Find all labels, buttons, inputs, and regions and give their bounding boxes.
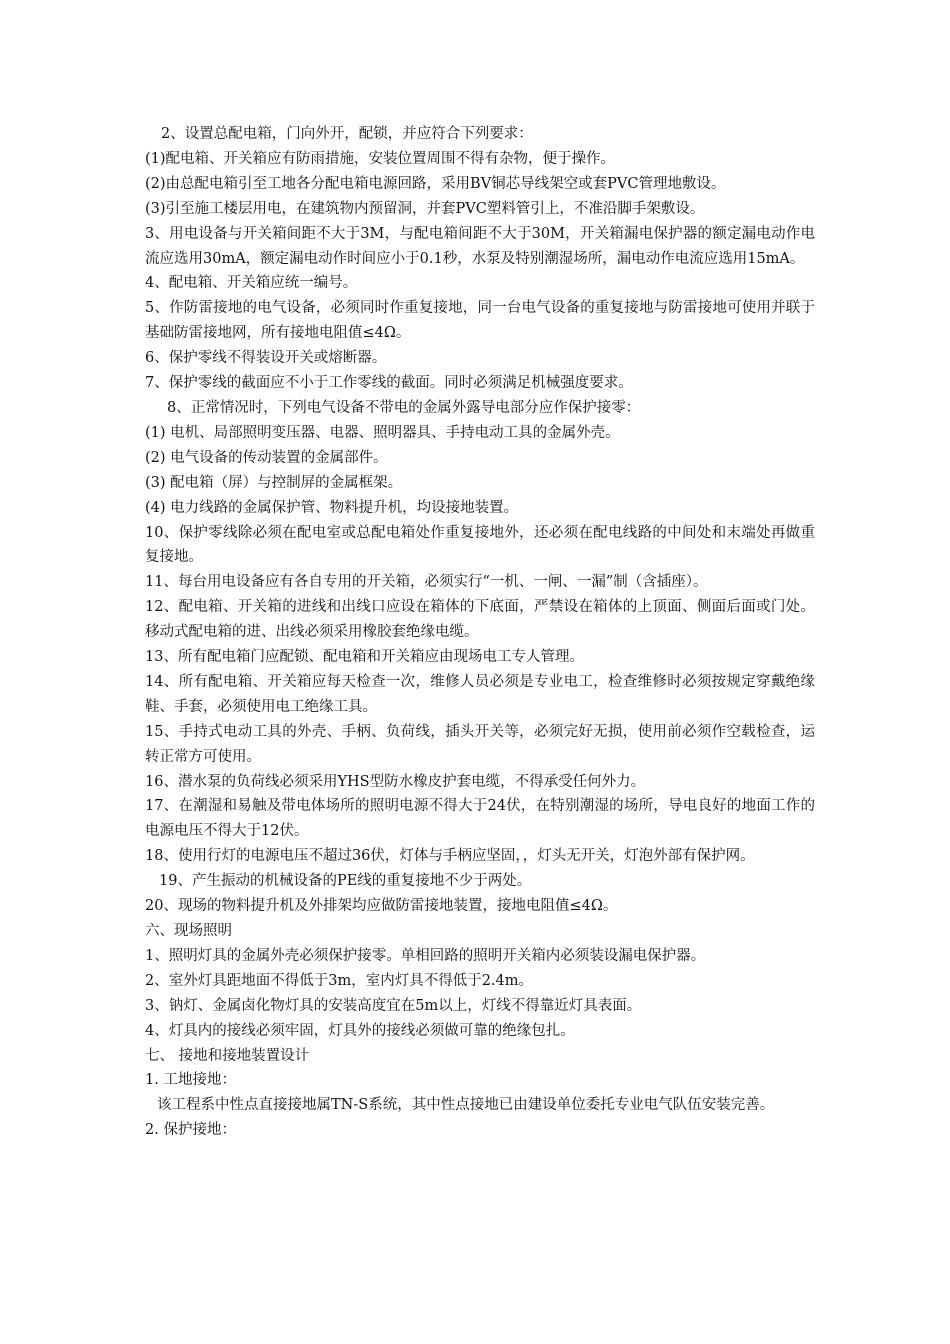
paragraph: (3)引至施工楼层用电，在建筑物内预留洞，并套PVC塑料管引上，不准沿脚手架敷设。 [145,200,705,217]
paragraph: 16、潜水泵的负荷线必须采用YHS型防水橡皮护套电缆，不得承受任何外力。 [145,773,646,790]
paragraph: 8、正常情况时，下列电气设备不带电的金属外露导电部分应作保护接零： [167,399,641,416]
paragraph: 1. 工地接地： [145,1072,236,1089]
paragraph: 3、钠灯、金属卤化物灯具的安装高度宜在5m以上，灯线不得靠近灯具表面。 [145,997,642,1014]
paragraph: 3、用电设备与开关箱间距不大于3M，与配电箱间距不大于30M，开关箱漏电保护器的额定漏电动作电流应选用30mA，额定漏电动作时间应小于0.1秒，水泵及特别潮湿场所，漏电动作电流应选用15mA。 [145,225,815,267]
paragraph: (2)由总配电箱引至工地各分配电箱电源回路，采用BV铜芯导线架空或套PVC管理地敷设。 [145,175,726,192]
paragraph: 2. 保护接地： [145,1122,236,1139]
paragraph: 15、手持式电动工具的外壳、手柄、负荷线，插头开关等，必须完好无损，使用前必须作空载检查，运转正常方可使用。 [145,723,815,765]
paragraph: 19、产生振动的机械设备的PE线的重复接地不少于两处。 [159,873,532,890]
paragraph: 14、所有配电箱、开关箱应每天检查一次，维修人员必须是专业电工，检查维修时必须按规定穿戴绝缘鞋、手套，必须使用电工绝缘工具。 [145,673,815,715]
paragraph: (1) 电机、局部照明变压器、电器、照明器具、手持电动工具的金属外壳。 [145,424,620,441]
paragraph: 5、作防雷接地的电气设备，必须同时作重复接地，同一台电气设备的重复接地与防雷接地可使用并联于基础防雷接地网，所有接地电阻值≤4Ω。 [145,300,815,342]
paragraph: 七、 接地和接地装置设计 [145,1047,310,1064]
paragraph: 20、现场的物料提升机及外排架均应做防雷接地装置，接地电阻值≤4Ω。 [145,898,618,915]
paragraph: 6、保护零线不得装设开关或熔断器。 [145,350,387,367]
paragraph: 7、保护零线的截面应不小于工作零线的截面。同时必须满足机械强度要求。 [145,375,633,392]
paragraph: 4、配电箱、开关箱应统一编号。 [145,275,358,292]
document-body [145,122,815,1143]
paragraph: (3) 配电箱（屏）与控制屏的金属框架。 [145,474,403,491]
paragraph: 2、室外灯具距地面不得低于3m，室内灯具不得低于2.4m。 [145,972,534,989]
paragraph: 17、在潮湿和易触及带电体场所的照明电源不得大于24伏，在特别潮湿的场所，导电良好的地面工作的电源电压不得大于12伏。 [145,798,815,840]
paragraph: 1、照明灯具的金属外壳必须保护接零。单相回路的照明开关箱内必须装设漏电保护器。 [145,947,706,964]
paragraph: (2) 电气设备的传动装置的金属部件。 [145,449,388,466]
paragraph: (4) 电力线路的金属保护管、物料提升机，均设接地装置。 [145,499,519,516]
paragraph: 11、每台用电设备应有各自专用的开关箱，必须实行“一机、一闸、一漏”制（含插座）。 [145,574,708,591]
paragraph: (1)配电箱、开关箱应有防雨措施，安装位置周围不得有杂物，便于操作。 [145,150,616,167]
paragraph: 12、配电箱、开关箱的进线和出线口应设在箱体的下底面，严禁设在箱体的上顶面、侧面后面或门处。移动式配电箱的进、出线必须采用橡胶套绝缘电缆。 [145,599,815,641]
paragraph: 该工程系中性点直接接地属TN-S系统，其中性点接地已由建设单位委托专业电气队伍安装完善。 [157,1097,775,1114]
paragraph: 4、灯具内的接线必须牢固，灯具外的接线必须做可靠的绝缘包扎。 [145,1022,575,1039]
paragraph: 六、现场照明 [145,923,232,939]
paragraph: 13、所有配电箱门应配锁、配电箱和开关箱应由现场电工专人管理。 [145,649,584,666]
paragraph: 10、保护零线除必须在配电室或总配电箱处作重复接地外，还必须在配电线路的中间处和末端处再做重复接地。 [145,524,815,566]
paragraph: 18、使用行灯的电源电压不超过36伏，灯体与手柄应坚固，，灯头无开关，灯泡外部有保护网。 [145,848,755,865]
paragraph: 2、设置总配电箱，门向外开，配锁，并应符合下列要求： [161,126,533,142]
